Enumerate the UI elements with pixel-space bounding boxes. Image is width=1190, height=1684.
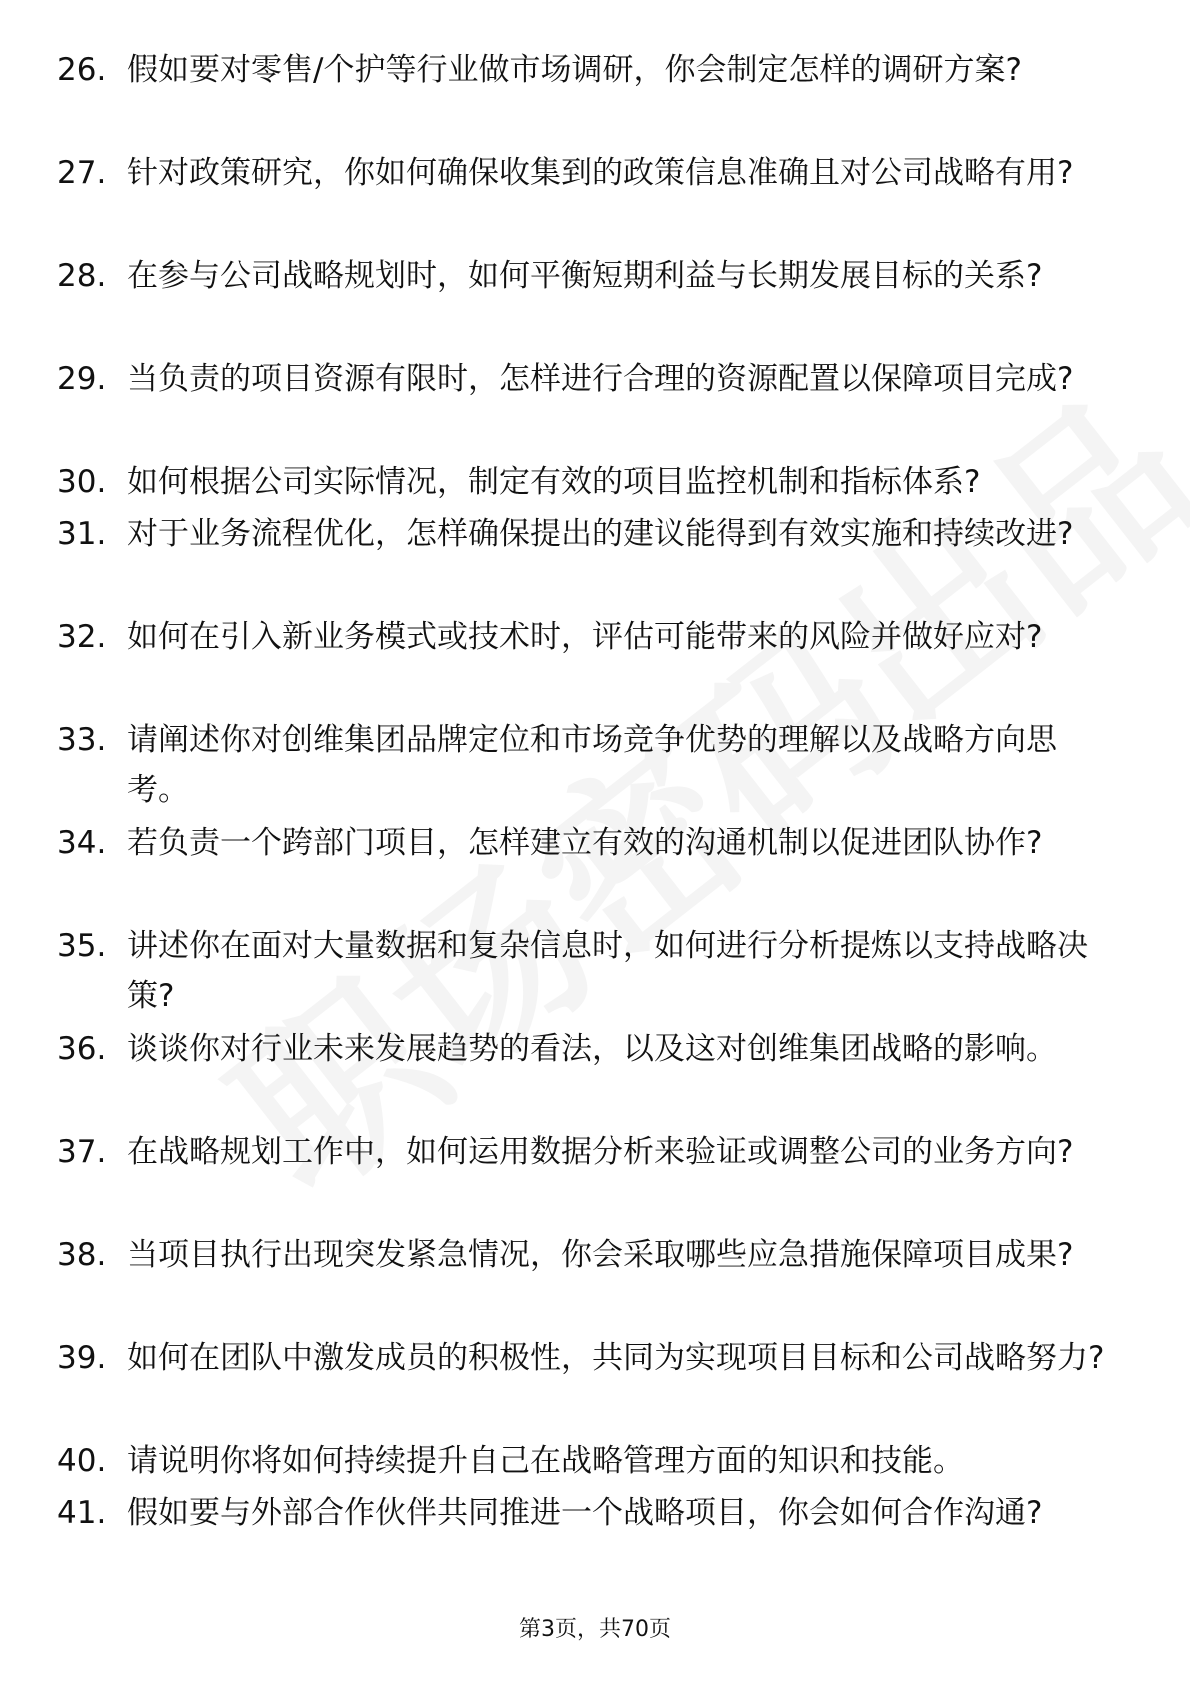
list-item	[0, 1333, 1190, 1436]
question-text: 谈谈你对行业未来发展趋势的看法，以及这对创维集团战略的影响。	[127, 1031, 1057, 1067]
question-number: 31.	[57, 516, 107, 552]
question-number: 40.	[57, 1443, 107, 1479]
question-number: 38.	[57, 1237, 107, 1273]
question-text: 针对政策研究，你如何确保收集到的政策信息准确且对公司战略有用?	[127, 155, 1074, 191]
question-number: 26.	[57, 52, 107, 88]
question-text: 如何根据公司实际情况，制定有效的项目监控机制和指标体系?	[127, 464, 981, 500]
question-text: 如何在团队中激发成员的积极性，共同为实现项目目标和公司战略努力?	[127, 1340, 1105, 1376]
question-text: 如何在引入新业务模式或技术时，评估可能带来的风险并做好应对?	[127, 619, 1043, 655]
list-item	[0, 1436, 1190, 1488]
question-text: 请阐述你对创维集团品牌定位和市场竞争优势的理解以及战略方向思考。	[127, 722, 1057, 808]
list-item	[0, 612, 1190, 715]
list-item	[0, 457, 1190, 509]
list-item	[0, 509, 1190, 612]
question-number: 28.	[57, 258, 107, 294]
page-number-footer: 第3页，共70页	[519, 1617, 671, 1642]
question-text: 当负责的项目资源有限时，怎样进行合理的资源配置以保障项目完成?	[127, 361, 1074, 397]
question-number: 35.	[57, 928, 107, 964]
question-text: 在战略规划工作中，如何运用数据分析来验证或调整公司的业务方向?	[127, 1134, 1074, 1170]
question-number: 37.	[57, 1134, 107, 1170]
list-item	[0, 354, 1190, 457]
list-item	[0, 921, 1190, 1024]
question-list	[0, 45, 1190, 1591]
list-item	[0, 715, 1190, 818]
question-number: 34.	[57, 825, 107, 861]
list-item	[0, 1230, 1190, 1333]
list-item	[0, 1127, 1190, 1230]
list-item	[0, 1024, 1190, 1127]
question-number: 32.	[57, 619, 107, 655]
question-text: 讲述你在面对大量数据和复杂信息时，如何进行分析提炼以支持战略决策?	[127, 928, 1088, 1014]
question-text: 假如要与外部合作伙伴共同推进一个战略项目，你会如何合作沟通?	[127, 1495, 1043, 1531]
question-text: 对于业务流程优化，怎样确保提出的建议能得到有效实施和持续改进?	[127, 516, 1074, 552]
question-number: 41.	[57, 1495, 107, 1531]
question-number: 27.	[57, 155, 107, 191]
question-text: 当项目执行出现突发紧急情况，你会采取哪些应急措施保障项目成果?	[127, 1237, 1074, 1273]
question-number: 36.	[57, 1031, 107, 1067]
question-number: 29.	[57, 361, 107, 397]
question-text: 假如要对零售/个护等行业做市场调研，你会制定怎样的调研方案?	[127, 52, 1022, 88]
question-text: 若负责一个跨部门项目，怎样建立有效的沟通机制以促进团队协作?	[127, 825, 1043, 861]
question-text: 在参与公司战略规划时，如何平衡短期利益与长期发展目标的关系?	[127, 258, 1043, 294]
list-item	[0, 45, 1190, 148]
list-item	[0, 148, 1190, 251]
list-item	[0, 251, 1190, 354]
list-item	[0, 818, 1190, 921]
question-number: 30.	[57, 464, 107, 500]
list-item	[0, 1488, 1190, 1591]
question-number: 39.	[57, 1340, 107, 1376]
question-number: 33.	[57, 722, 107, 758]
question-text: 请说明你将如何持续提升自己在战略管理方面的知识和技能。	[127, 1443, 964, 1479]
